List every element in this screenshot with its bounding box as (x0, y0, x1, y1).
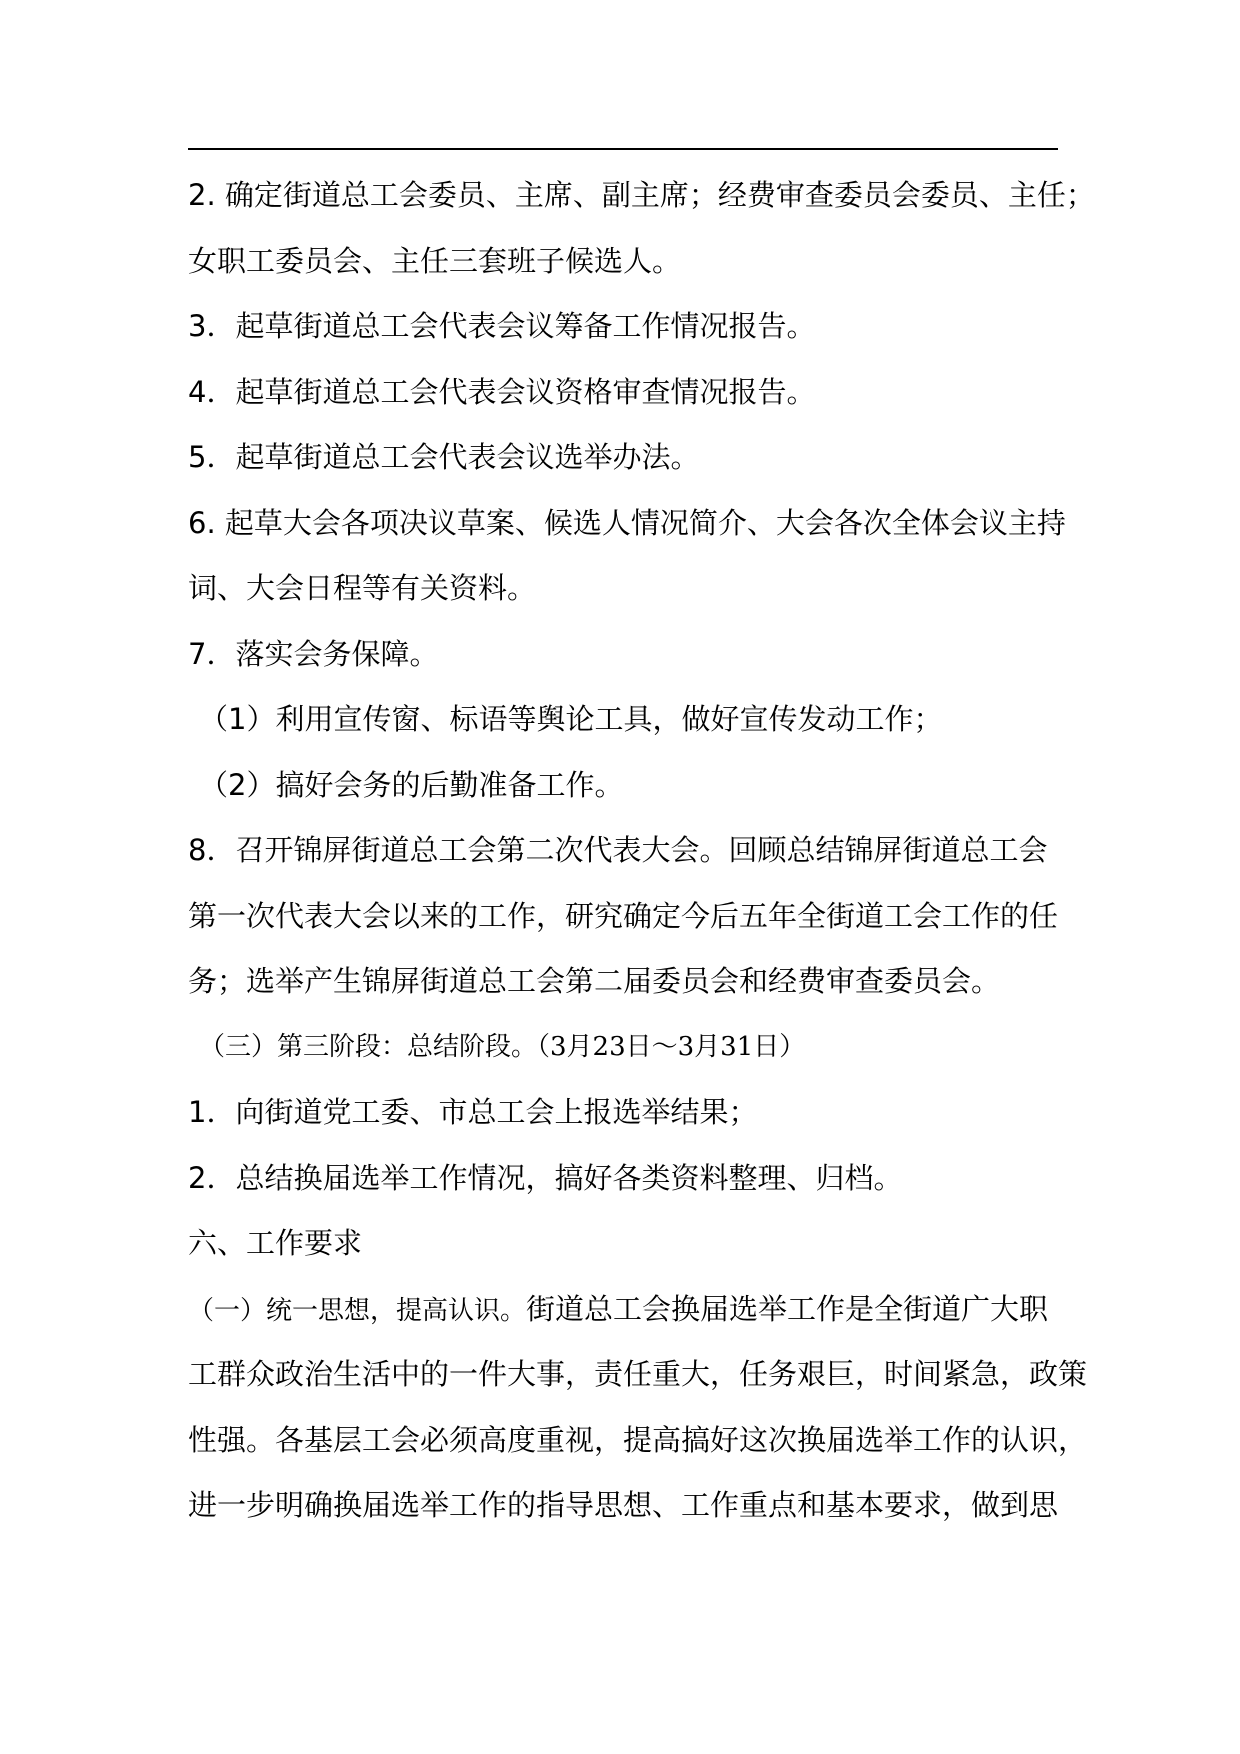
text-line: 2. 确定街道总工会委员、主席、副主席；经费审查委员会委员、主任； (188, 178, 1095, 212)
text-line: 7．落实会务保障。 (188, 636, 439, 671)
header-rule (188, 148, 1058, 150)
text-line: 工群众政治生活中的一件大事，责任重大，任务艰巨，时间紧急，政策 (188, 1357, 1088, 1391)
paragraph-lead: （一）统一思想，提高认识。 (188, 1295, 527, 1326)
text-line: 6. 起草大会各项决议草案、候选人情况简介、大会各次全体会议主持 (188, 505, 1066, 540)
section-heading: （三）第三阶段：总结阶段。（3月23日～3月31日） (199, 1031, 806, 1062)
text-line: 务；选举产生锦屏街道总工会第二届委员会和经费审查委员会。 (188, 964, 1001, 998)
text-line: 第一次代表大会以来的工作，研究确定今后五年全街道工会工作的任 (188, 898, 1059, 933)
text-line: 3．起草街道总工会代表会议筹备工作情况报告。 (188, 309, 816, 343)
text-line: 4．起草街道总工会代表会议资格审查情况报告。 (188, 374, 816, 409)
text-line: 词、大会日程等有关资料。 (188, 571, 537, 605)
text-line: 5．起草街道总工会代表会议选举办法。 (188, 440, 700, 474)
paragraph-first-line (188, 1277, 1068, 1343)
text-line: （2）搞好会务的后勤准备工作。 (199, 767, 624, 802)
document-body (188, 163, 1095, 1539)
text-line: 2．总结换届选举工作情况，搞好各类资料整理、归档。 (188, 1160, 903, 1195)
section-heading: 六、工作要求 (188, 1226, 363, 1260)
paragraph-lead-rest: 街道总工会换届选举工作是全街道广大职 (526, 1291, 1049, 1326)
text-line: 1．向街道党工委、市总工会上报选举结果； (188, 1095, 758, 1129)
text-line: （1）利用宣传窗、标语等舆论工具，做好宣传发动工作； (199, 702, 943, 736)
text-line: 性强。各基层工会必须高度重视，提高搞好这次换届选举工作的认识， (188, 1422, 1088, 1457)
text-line: 8．召开锦屏街道总工会第二次代表大会。回顾总结锦屏街道总工会 (188, 833, 1048, 867)
text-line: 女职工委员会、主任三套班子候选人。 (188, 243, 682, 278)
text-line: 进一步明确换届选举工作的指导思想、工作重点和基本要求，做到思 (188, 1488, 1059, 1522)
